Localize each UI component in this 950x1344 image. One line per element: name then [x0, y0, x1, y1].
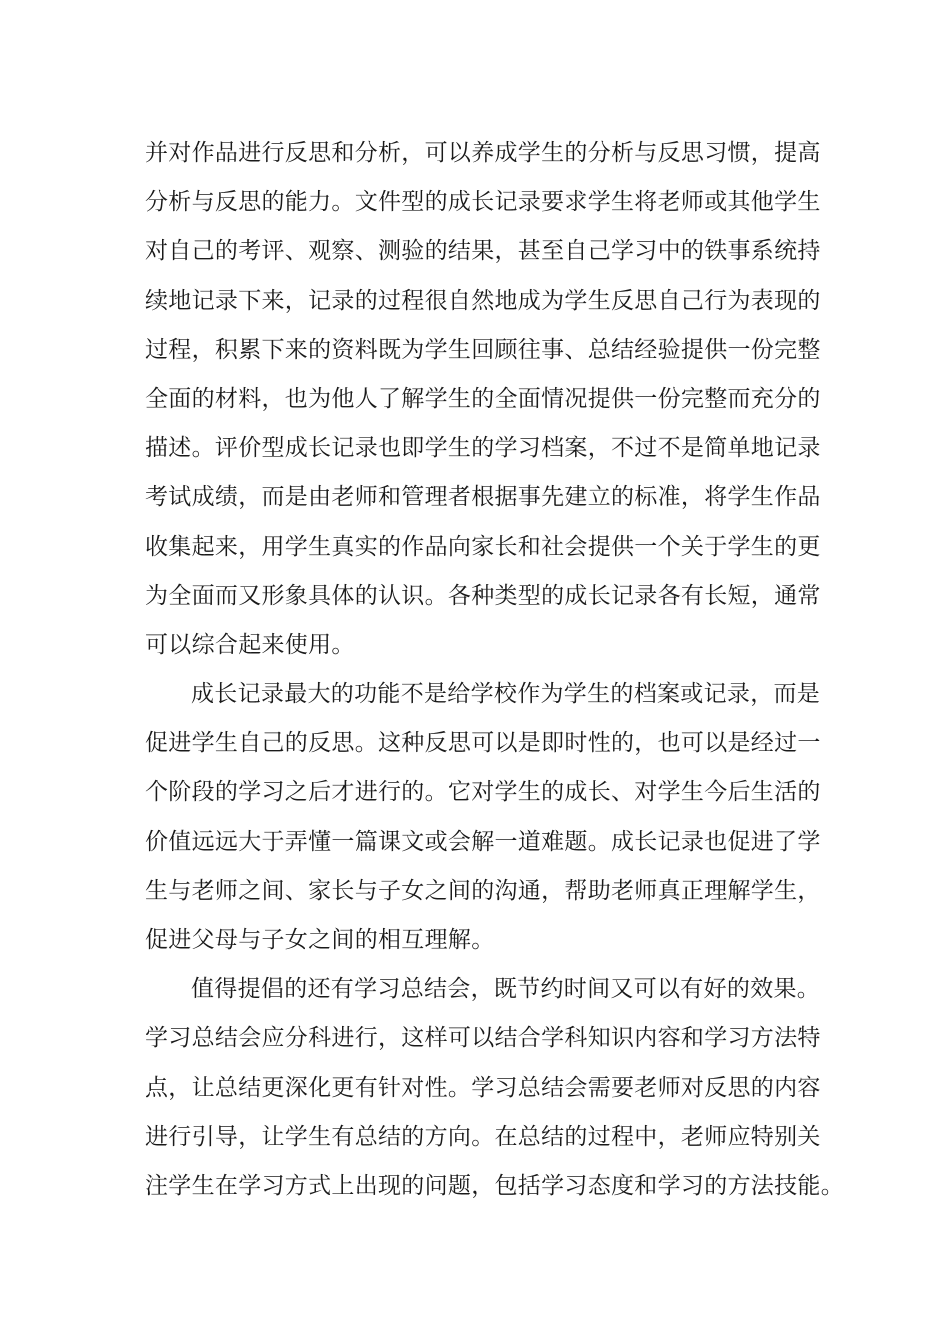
text-line: 价值远远大于弄懂一篇课文或会解一道难题。成长记录也促进了学: [145, 828, 821, 855]
text-line: 收集起来，用学生真实的作品向家长和社会提供一个关于学生的更: [145, 533, 821, 560]
text-line: 对自己的考评、观察、测验的结果，甚至自己学习中的铁事系统持: [145, 238, 821, 265]
text-line: 描述。评价型成长记录也即学生的学习档案，不过不是简单地记录: [145, 435, 821, 462]
text-line: 学习总结会应分科进行，这样可以结合学科知识内容和学习方法特: [145, 1025, 821, 1052]
text-line: 促进学生自己的反思。这种反思可以是即时性的，也可以是经过一: [145, 730, 821, 757]
text-line: 为全面而又形象具体的认识。各种类型的成长记录各有长短，通常: [145, 582, 821, 609]
text-line: 考试成绩，而是由老师和管理者根据事先建立的标准，将学生作品: [145, 484, 821, 511]
text-line: 促进父母与子女之间的相互理解。: [145, 927, 495, 953]
text-line: 续地记录下来，记录的过程很自然地成为学生反思自己行为表现的: [145, 287, 821, 314]
text-line: 全面的材料，也为他人了解学生的全面情况提供一份完整而充分的: [145, 385, 821, 412]
text-line: 生与老师之间、家长与子女之间的沟通，帮助老师真正理解学生，: [145, 877, 821, 904]
text-line-first: 成长记录最大的功能不是给学校作为学生的档案或记录，而是: [191, 681, 821, 708]
text-line: 点，让总结更深化更有针对性。学习总结会需要老师对反思的内容: [145, 1074, 821, 1101]
text-line: 过程，积累下来的资料既为学生回顾往事、总结经验提供一份完整: [145, 336, 821, 363]
paragraph-2: [145, 670, 825, 965]
text-line: 可以综合起来使用。: [145, 631, 355, 658]
text-line-first: 值得提倡的还有学习总结会，既节约时间又可以有好的效果。: [191, 976, 821, 1003]
text-line: 并对作品进行反思和分析，可以养成学生的分析与反思习惯，提高: [145, 140, 821, 166]
text-line: 注学生在学习方式上出现的问题，包括学习态度和学习的方法技能。: [145, 1172, 844, 1199]
text-line: 进行引导，让学生有总结的方向。在总结的过程中，老师应特别关: [145, 1123, 821, 1150]
body-text: [145, 129, 844, 1211]
text-line: 个阶段的学习之后才进行的。它对学生的成长、对学生今后生活的: [145, 779, 821, 806]
text-line: 分析与反思的能力。文件型的成长记录要求学生将老师或其他学生: [145, 189, 821, 216]
paragraph-1: [145, 129, 825, 670]
paragraph-3: [145, 965, 844, 1211]
